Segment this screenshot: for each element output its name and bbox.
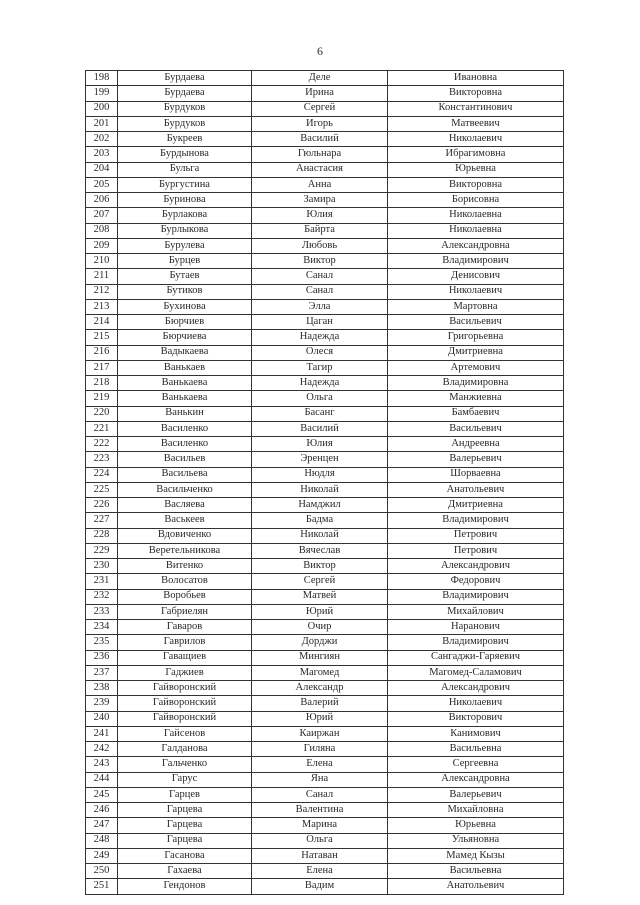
row-number-cell: 250 [86,864,118,879]
last-name-cell: Гарус [118,772,252,787]
table-row [86,726,564,741]
patronymic-cell: Петрович [388,528,564,543]
patronymic-cell: Николаевич [388,696,564,711]
last-name-cell: Бутиков [118,284,252,299]
table-row [86,315,564,330]
last-name-cell: Букреев [118,132,252,147]
last-name-cell: Бурдаева [118,86,252,101]
patronymic-cell: Юрьевна [388,818,564,833]
table-row [86,360,564,375]
row-number-cell: 247 [86,818,118,833]
table-row [86,269,564,284]
first-name-cell: Виктор [252,254,388,269]
row-number-cell: 202 [86,132,118,147]
first-name-cell: Александр [252,681,388,696]
row-number-cell: 230 [86,559,118,574]
patronymic-cell: Анатольевич [388,879,564,894]
last-name-cell: Гайворонский [118,711,252,726]
table-row [86,330,564,345]
row-number-cell: 209 [86,238,118,253]
table-row [86,559,564,574]
first-name-cell: Анна [252,177,388,192]
last-name-cell: Гендонов [118,879,252,894]
table-row [86,574,564,589]
patronymic-cell: Григорьевна [388,330,564,345]
row-number-cell: 239 [86,696,118,711]
first-name-cell: Мингиян [252,650,388,665]
first-name-cell: Николай [252,482,388,497]
last-name-cell: Бурлакова [118,208,252,223]
first-name-cell: Валентина [252,803,388,818]
row-number-cell: 222 [86,437,118,452]
row-number-cell: 232 [86,589,118,604]
patronymic-cell: Викторовна [388,177,564,192]
patronymic-cell: Мартовна [388,299,564,314]
last-name-cell: Бурлыкова [118,223,252,238]
last-name-cell: Галданова [118,742,252,757]
patronymic-cell: Манжиевна [388,391,564,406]
first-name-cell: Каиржан [252,726,388,741]
last-name-cell: Бухинова [118,299,252,314]
table-row [86,482,564,497]
first-name-cell: Натаван [252,848,388,863]
patronymic-cell: Андреевна [388,437,564,452]
patronymic-cell: Константинович [388,101,564,116]
last-name-cell: Васильева [118,467,252,482]
row-number-cell: 243 [86,757,118,772]
last-name-cell: Ванькаева [118,391,252,406]
name-list-table [85,70,564,895]
first-name-cell: Игорь [252,116,388,131]
table-row [86,803,564,818]
row-number-cell: 237 [86,665,118,680]
table-row [86,864,564,879]
patronymic-cell: Шорваевна [388,467,564,482]
first-name-cell: Матвей [252,589,388,604]
last-name-cell: Бурулева [118,238,252,253]
table-row [86,452,564,467]
table-row [86,696,564,711]
last-name-cell: Васляева [118,498,252,513]
row-number-cell: 212 [86,284,118,299]
last-name-cell: Васильев [118,452,252,467]
first-name-cell: Юлия [252,208,388,223]
table-row [86,787,564,802]
last-name-cell: Бюрчиев [118,315,252,330]
first-name-cell: Бадма [252,513,388,528]
last-name-cell: Гаващиев [118,650,252,665]
last-name-cell: Бурцев [118,254,252,269]
first-name-cell: Валерий [252,696,388,711]
first-name-cell: Надежда [252,330,388,345]
row-number-cell: 210 [86,254,118,269]
last-name-cell: Буринова [118,193,252,208]
row-number-cell: 228 [86,528,118,543]
table-row [86,543,564,558]
table-row [86,406,564,421]
row-number-cell: 251 [86,879,118,894]
row-number-cell: 220 [86,406,118,421]
row-number-cell: 248 [86,833,118,848]
first-name-cell: Ольга [252,391,388,406]
patronymic-cell: Александрович [388,681,564,696]
first-name-cell: Деле [252,71,388,86]
row-number-cell: 207 [86,208,118,223]
table-row [86,284,564,299]
row-number-cell: 233 [86,604,118,619]
first-name-cell: Замира [252,193,388,208]
patronymic-cell: Владимировна [388,376,564,391]
table-row [86,818,564,833]
last-name-cell: Воробьев [118,589,252,604]
patronymic-cell: Наранович [388,620,564,635]
last-name-cell: Бурдуков [118,116,252,131]
row-number-cell: 223 [86,452,118,467]
last-name-cell: Ванькаев [118,360,252,375]
last-name-cell: Веретельникова [118,543,252,558]
first-name-cell: Надежда [252,376,388,391]
row-number-cell: 214 [86,315,118,330]
first-name-cell: Гиляна [252,742,388,757]
first-name-cell: Дорджи [252,635,388,650]
patronymic-cell: Александрович [388,559,564,574]
patronymic-cell: Васильевна [388,742,564,757]
patronymic-cell: Владимирович [388,254,564,269]
table-row [86,193,564,208]
last-name-cell: Бурдынова [118,147,252,162]
table-row [86,848,564,863]
last-name-cell: Гарцева [118,833,252,848]
first-name-cell: Сергей [252,101,388,116]
table-row [86,345,564,360]
row-number-cell: 199 [86,86,118,101]
row-number-cell: 204 [86,162,118,177]
last-name-cell: Бутаев [118,269,252,284]
first-name-cell: Сергей [252,574,388,589]
patronymic-cell: Николаевич [388,284,564,299]
first-name-cell: Юрий [252,604,388,619]
table-row [86,513,564,528]
row-number-cell: 213 [86,299,118,314]
table-row [86,665,564,680]
row-number-cell: 198 [86,71,118,86]
table-row [86,86,564,101]
table-row [86,772,564,787]
last-name-cell: Бургустина [118,177,252,192]
patronymic-cell: Мамед Кызы [388,848,564,863]
last-name-cell: Васильченко [118,482,252,497]
table-row [86,116,564,131]
patronymic-cell: Александровна [388,238,564,253]
table-row [86,208,564,223]
row-number-cell: 208 [86,223,118,238]
row-number-cell: 238 [86,681,118,696]
last-name-cell: Витенко [118,559,252,574]
last-name-cell: Вдовиченко [118,528,252,543]
first-name-cell: Марина [252,818,388,833]
table-row [86,879,564,894]
row-number-cell: 221 [86,421,118,436]
table-row [86,498,564,513]
table-row [86,132,564,147]
row-number-cell: 236 [86,650,118,665]
first-name-cell: Гюльнара [252,147,388,162]
first-name-cell: Санал [252,269,388,284]
table-row [86,162,564,177]
table-row [86,620,564,635]
first-name-cell: Елена [252,864,388,879]
first-name-cell: Очир [252,620,388,635]
table-row [86,757,564,772]
patronymic-cell: Магомед-Саламович [388,665,564,680]
first-name-cell: Вячеслав [252,543,388,558]
last-name-cell: Гаврилов [118,635,252,650]
patronymic-cell: Михайловна [388,803,564,818]
last-name-cell: Габриелян [118,604,252,619]
table-row [86,238,564,253]
patronymic-cell: Викторович [388,711,564,726]
row-number-cell: 206 [86,193,118,208]
patronymic-cell: Васильевна [388,864,564,879]
row-number-cell: 225 [86,482,118,497]
patronymic-cell: Сангаджи-Гаряевич [388,650,564,665]
patronymic-cell: Матвеевич [388,116,564,131]
patronymic-cell: Юрьевна [388,162,564,177]
row-number-cell: 240 [86,711,118,726]
table-row [86,177,564,192]
table-row [86,299,564,314]
last-name-cell: Гахаева [118,864,252,879]
last-name-cell: Гальченко [118,757,252,772]
table-row [86,528,564,543]
first-name-cell: Яна [252,772,388,787]
first-name-cell: Юрий [252,711,388,726]
last-name-cell: Гаваров [118,620,252,635]
patronymic-cell: Артемович [388,360,564,375]
table-row [86,147,564,162]
first-name-cell: Вадим [252,879,388,894]
row-number-cell: 215 [86,330,118,345]
row-number-cell: 211 [86,269,118,284]
last-name-cell: Гайворонский [118,696,252,711]
first-name-cell: Олеся [252,345,388,360]
page-number: 6 [317,44,323,58]
patronymic-cell: Борисовна [388,193,564,208]
patronymic-cell: Николаевна [388,208,564,223]
last-name-cell: Гаджиев [118,665,252,680]
first-name-cell: Елена [252,757,388,772]
table-row [86,681,564,696]
first-name-cell: Ирина [252,86,388,101]
first-name-cell: Байрта [252,223,388,238]
patronymic-cell: Денисович [388,269,564,284]
last-name-cell: Бурдуков [118,101,252,116]
table-row [86,711,564,726]
patronymic-cell: Николаевна [388,223,564,238]
patronymic-cell: Николаевич [388,132,564,147]
first-name-cell: Нюдля [252,467,388,482]
table-row [86,742,564,757]
last-name-cell: Ванькаева [118,376,252,391]
table-row [86,635,564,650]
table-row [86,71,564,86]
first-name-cell: Санал [252,284,388,299]
table-row [86,604,564,619]
patronymic-cell: Валерьевич [388,787,564,802]
first-name-cell: Любовь [252,238,388,253]
first-name-cell: Юлия [252,437,388,452]
first-name-cell: Элла [252,299,388,314]
last-name-cell: Гайсенов [118,726,252,741]
table-row [86,223,564,238]
patronymic-cell: Петрович [388,543,564,558]
row-number-cell: 201 [86,116,118,131]
first-name-cell: Тагир [252,360,388,375]
row-number-cell: 216 [86,345,118,360]
first-name-cell: Эренцен [252,452,388,467]
table-row [86,833,564,848]
patronymic-cell: Бамбаевич [388,406,564,421]
first-name-cell: Ольга [252,833,388,848]
last-name-cell: Василенко [118,421,252,436]
patronymic-cell: Михайлович [388,604,564,619]
table-row [86,254,564,269]
patronymic-cell: Ульяновна [388,833,564,848]
row-number-cell: 249 [86,848,118,863]
first-name-cell: Василий [252,132,388,147]
name-list-body [86,71,564,895]
first-name-cell: Николай [252,528,388,543]
row-number-cell: 244 [86,772,118,787]
row-number-cell: 246 [86,803,118,818]
first-name-cell: Виктор [252,559,388,574]
patronymic-cell: Дмитриевна [388,498,564,513]
patronymic-cell: Валерьевич [388,452,564,467]
last-name-cell: Гарцев [118,787,252,802]
patronymic-cell: Канимович [388,726,564,741]
patronymic-cell: Владимирович [388,589,564,604]
last-name-cell: Гайворонский [118,681,252,696]
patronymic-cell: Ивановна [388,71,564,86]
patronymic-cell: Васильевич [388,315,564,330]
first-name-cell: Басанг [252,406,388,421]
first-name-cell: Василий [252,421,388,436]
row-number-cell: 217 [86,360,118,375]
first-name-cell: Намджил [252,498,388,513]
row-number-cell: 242 [86,742,118,757]
row-number-cell: 229 [86,543,118,558]
patronymic-cell: Дмитриевна [388,345,564,360]
patronymic-cell: Анатольевич [388,482,564,497]
last-name-cell: Вадыкаева [118,345,252,360]
row-number-cell: 241 [86,726,118,741]
patronymic-cell: Сергеевна [388,757,564,772]
row-number-cell: 245 [86,787,118,802]
last-name-cell: Бюрчиева [118,330,252,345]
last-name-cell: Волосатов [118,574,252,589]
first-name-cell: Санал [252,787,388,802]
patronymic-cell: Александровна [388,772,564,787]
table-row [86,376,564,391]
patronymic-cell: Федорович [388,574,564,589]
table-row [86,101,564,116]
last-name-cell: Гарцева [118,803,252,818]
table-row [86,589,564,604]
row-number-cell: 203 [86,147,118,162]
table-row [86,650,564,665]
last-name-cell: Гарцева [118,818,252,833]
row-number-cell: 219 [86,391,118,406]
row-number-cell: 227 [86,513,118,528]
patronymic-cell: Владимирович [388,513,564,528]
last-name-cell: Гасанова [118,848,252,863]
last-name-cell: Ванькин [118,406,252,421]
last-name-cell: Бурдаева [118,71,252,86]
patronymic-cell: Викторовна [388,86,564,101]
patronymic-cell: Васильевич [388,421,564,436]
row-number-cell: 200 [86,101,118,116]
table-row [86,437,564,452]
row-number-cell: 231 [86,574,118,589]
first-name-cell: Цаган [252,315,388,330]
row-number-cell: 235 [86,635,118,650]
last-name-cell: Бульга [118,162,252,177]
row-number-cell: 226 [86,498,118,513]
table-row [86,391,564,406]
table-row [86,421,564,436]
row-number-cell: 205 [86,177,118,192]
row-number-cell: 234 [86,620,118,635]
row-number-cell: 224 [86,467,118,482]
last-name-cell: Васькеев [118,513,252,528]
first-name-cell: Магомед [252,665,388,680]
patronymic-cell: Владимирович [388,635,564,650]
patronymic-cell: Ибрагимовна [388,147,564,162]
table-row [86,467,564,482]
first-name-cell: Анастасия [252,162,388,177]
last-name-cell: Василенко [118,437,252,452]
row-number-cell: 218 [86,376,118,391]
